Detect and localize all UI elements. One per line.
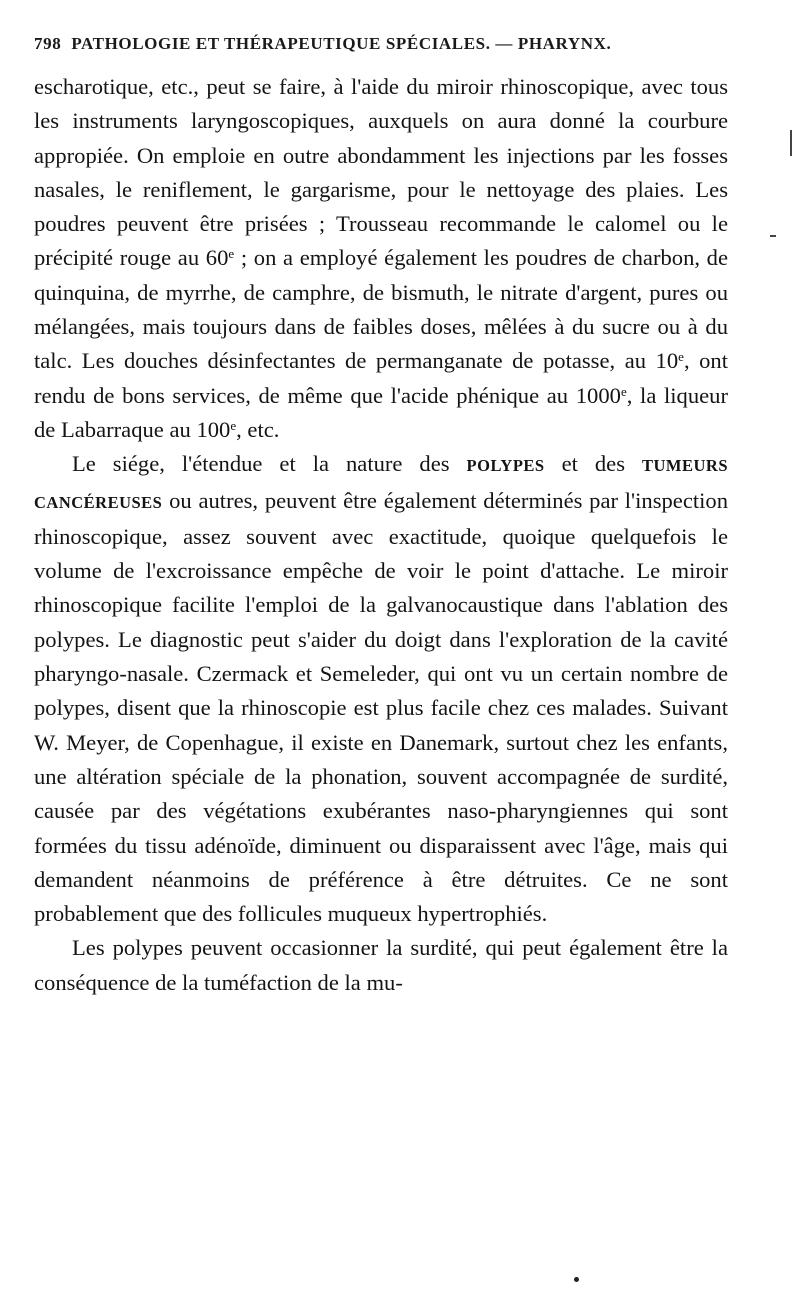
paragraph-3 bbox=[34, 931, 728, 1000]
paragraph-1-text-d: , la liqueur de Labarraque au 100 bbox=[34, 382, 729, 442]
running-title: PATHOLOGIE ET THÉRAPEUTIQUE SPÉCIALES. — PHARYNX. bbox=[71, 34, 612, 53]
edge-mark bbox=[770, 235, 776, 237]
paragraph-2 bbox=[34, 447, 728, 931]
body-text bbox=[34, 70, 728, 1000]
paragraph-1-text-c: , ont rendu de bons services, de même que l'acide phénique au 1000 bbox=[34, 348, 728, 408]
paragraph-2-text-c: ou autres, peuvent être également déterminés par l'inspection rhinoscopique, assez souvent avec exactitude, quoique quelquefois le volume de l'excroissance empêche de voir le point d'attache. Le miroir rhinoscopique facilite l'emploi de la galvanocaustique dans l'ablation des polypes. Le diagnostic peut s'aider du doigt dans l'exploration de la cavité pharyngo-nasale. Czermack et Semeleder, qui ont vu un certain nombre de polypes, disent que la rhinoscopie est plus facile chez ces malades. Suivant W. Meyer, de Copenhague, il existe en Danemark, surtout chez les enfants, une altération spéciale de la phonation, souvent accompagnée de surdité, causée par des végétations exubérantes naso-pharyngiennes qui sont formées du tissu adénoïde, diminuent ou disparaissent avec l'âge, mais qui demandent néanmoins de préférence à être détruites. Ce ne sont probablement que des follicules muqueux hypertrophiés. bbox=[34, 487, 728, 927]
paragraph-1-text-b: ; on a employé également les poudres de charbon, de quinquina, de myrrhe, de camphre, de bismuth, le nitrate d'argent, pures ou mélangées, mais toujours dans de faibles doses, mêlées à du sucre ou à du talc. Les douches désinfectantes de permanganate de potasse, au 10 bbox=[34, 245, 729, 374]
superscript: e bbox=[230, 417, 237, 433]
ink-speck bbox=[574, 1277, 579, 1282]
small-caps-term: TUMEURS CANCÉREUSES bbox=[34, 456, 728, 512]
paragraph-1-text-e: , etc. bbox=[236, 416, 280, 442]
running-header bbox=[34, 34, 684, 60]
superscript: e bbox=[228, 246, 235, 262]
paragraph-2-text-b: et des bbox=[544, 451, 642, 477]
page-number: 798 bbox=[34, 34, 62, 53]
small-caps-term: POLYPES bbox=[466, 456, 545, 476]
paragraph-1 bbox=[34, 70, 728, 447]
edge-mark bbox=[790, 130, 792, 156]
paragraph-2-text-a: Le siége, l'étendue et la nature des bbox=[72, 451, 467, 477]
paragraph-3-text: Les polypes peuvent occasionner la surdité, qui peut également être la conséquence de la tuméfaction de la mu- bbox=[34, 935, 728, 995]
superscript: e bbox=[678, 349, 684, 365]
superscript: e bbox=[620, 383, 627, 399]
paragraph-1-text-a: escharotique, etc., peut se faire, à l'aide du miroir rhinoscopique, avec tous les instruments laryngoscopiques, auxquels on aura donné la courbure appropiée. On emploie en outre abondamment les injections par les fosses nasales, le reniflement, le gargarisme, pour le nettoyage des plaies. Les poudres peuvent être prisées ; Trousseau recommande le calomel ou le précipité rouge au 60 bbox=[34, 74, 728, 271]
